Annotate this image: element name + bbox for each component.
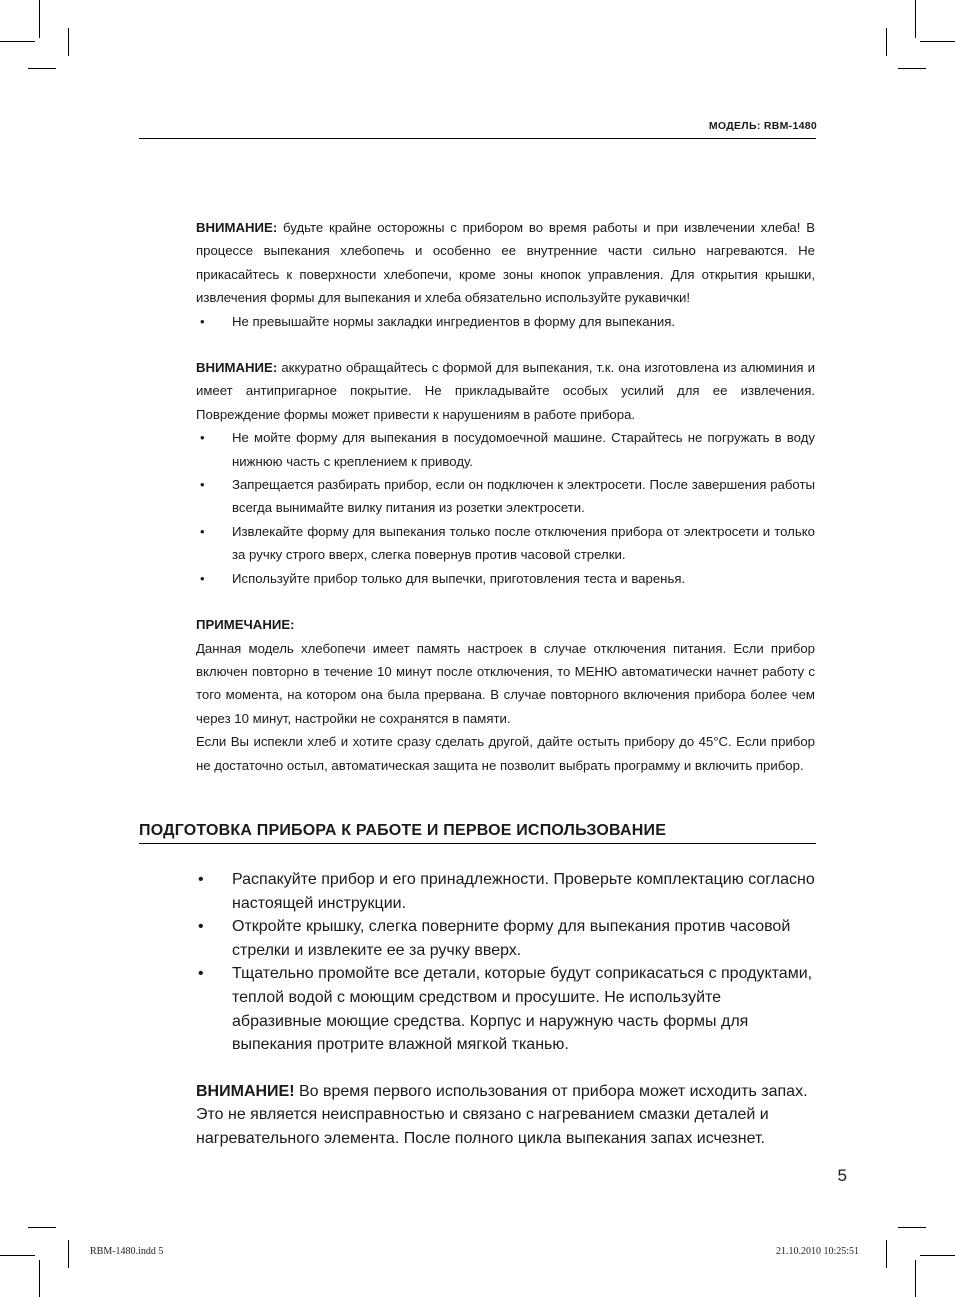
warning-label: ВНИМАНИЕ:	[196, 360, 278, 376]
section-heading: ПОДГОТОВКА ПРИБОРА К РАБОТЕ И ПЕРВОЕ ИСПОЛЬЗОВАНИЕ	[139, 822, 816, 844]
crop-mark	[920, 41, 955, 42]
crop-mark	[0, 1255, 35, 1256]
crop-mark	[898, 1227, 926, 1228]
page-number: 5	[837, 1166, 847, 1185]
bullet-icon: •	[200, 570, 205, 586]
note-heading: ПРИМЕЧАНИЕ:	[196, 617, 295, 633]
warning-text: аккуратно обращайтесь с формой для выпекания, т.к. она изготовлена из алюминия и имеет антипригарное покрытие. Не прикладывайте особых усилий для ее извлечения. Повреждение формы может привести к нарушениям в работе прибора.	[196, 360, 815, 422]
warning-paragraph	[196, 356, 815, 426]
list-item	[196, 962, 815, 1056]
list-item-text: Используйте прибор только для выпечки, приготовления теста и варенья.	[232, 570, 686, 586]
list-item-text: Тщательно промойте все детали, которые будут соприкасаться с продуктами, теплой водой с моющим средством и просушите. Не используйте абразивные моющие средства. Корпус и наружную часть формы для выпекания протрите влажной мягкой тканью.	[232, 965, 813, 1054]
note-paragraph: Если Вы испекли хлеб и хотите сразу сделать другой, дайте остыть прибору до 45°С. Если прибор не достаточно остыл, автоматическая защита не позволит выбрать программу и включить прибор.	[196, 734, 815, 773]
warning-paragraph	[196, 216, 815, 310]
list-item-text: Распакуйте прибор и его принадлежности. Проверьте комплектацию согласно настоящей инструкции.	[232, 871, 815, 912]
list-item	[196, 868, 815, 915]
list-item-text: Откройте крышку, слегка поверните форму для выпекания против часовой стрелки и извлеките ее за ручку вверх.	[232, 918, 791, 959]
bullet-icon: •	[200, 313, 205, 329]
crop-mark	[68, 28, 69, 56]
crop-mark	[39, 0, 40, 38]
bullet-icon: •	[198, 918, 204, 936]
list-item-text: Извлекайте форму для выпекания только после отключения прибора от электросети и только за ручку строго вверх, слегка повернув против часовой стрелки.	[232, 523, 815, 563]
bullet-icon: •	[198, 871, 204, 888]
note-paragraph: Данная модель хлебопечи имеет память настроек в случае отключения питания. Если прибор включен повторно в течение 10 минут после отключения, то МЕНЮ автоматически начнет работу с того момента, на котором она была прервана. В случае повторного включения прибора более чем через 10 минут, настройки не сохранятся в памяти.	[196, 640, 815, 726]
list-item	[196, 473, 815, 520]
warning-label: ВНИМАНИЕ:	[196, 220, 278, 235]
crop-mark	[39, 1260, 40, 1297]
header-rule	[139, 138, 816, 139]
warning-text: будьте крайне осторожны с прибором во время работы и при извлечении хлеба! В процессе выпекания хлебопечь и особенно ее внутренние части сильно нагреваются. Не прикасайтесь к поверхности хлебопечи, кроме зоны кнопок управления. Для открытия крышки, извлечения формы для выпекания и хлеба обязательно используйте рукавички!	[196, 220, 815, 306]
list-item-text: Не мойте форму для выпекания в посудомоечной машине. Старайтесь не погружать в воду нижнюю часть с креплением к приводу.	[232, 430, 815, 469]
bullet-icon: •	[200, 523, 205, 539]
crop-mark	[68, 1240, 69, 1268]
list-item	[196, 426, 815, 473]
crop-mark	[0, 41, 35, 42]
list-item	[196, 310, 815, 333]
warning-text: Во время первого использования от прибора может исходить запах. Это не является неисправностью и связано с нагреванием смазки деталей и нагревательного элемента. После полного цикла выпекания запах исчезнет.	[196, 1082, 808, 1147]
crop-mark	[28, 68, 56, 69]
warning-paragraph	[196, 1080, 815, 1151]
preparation-block	[196, 868, 815, 1151]
list-item	[196, 915, 815, 962]
crop-mark	[898, 68, 926, 69]
warnings-block	[196, 216, 815, 777]
list-item-text: Не превышайте нормы закладки ингредиентов в форму для выпекания.	[232, 313, 676, 329]
crop-mark	[886, 28, 887, 56]
crop-mark	[915, 1260, 916, 1297]
crop-mark	[886, 1240, 887, 1268]
list-item-text: Запрещается разбирать прибор, если он подключен к электросети. После завершения работы всегда вынимайте вилку питания из розетки электросети.	[232, 477, 815, 516]
crop-mark	[915, 0, 916, 38]
bullet-icon: •	[200, 430, 205, 446]
list-item	[196, 567, 815, 590]
footer-filename: RBM-1480.indd 5	[90, 1246, 164, 1257]
crop-mark	[28, 1227, 56, 1228]
footer-timestamp: 21.10.2010 10:25:51	[775, 1246, 859, 1257]
crop-mark	[920, 1255, 955, 1256]
bullet-icon: •	[198, 965, 204, 983]
warning-label: ВНИМАНИЕ!	[196, 1082, 295, 1100]
list-item	[196, 520, 815, 567]
model-label: МОДЕЛЬ: RBM-1480	[708, 120, 817, 132]
bullet-icon: •	[200, 477, 205, 493]
